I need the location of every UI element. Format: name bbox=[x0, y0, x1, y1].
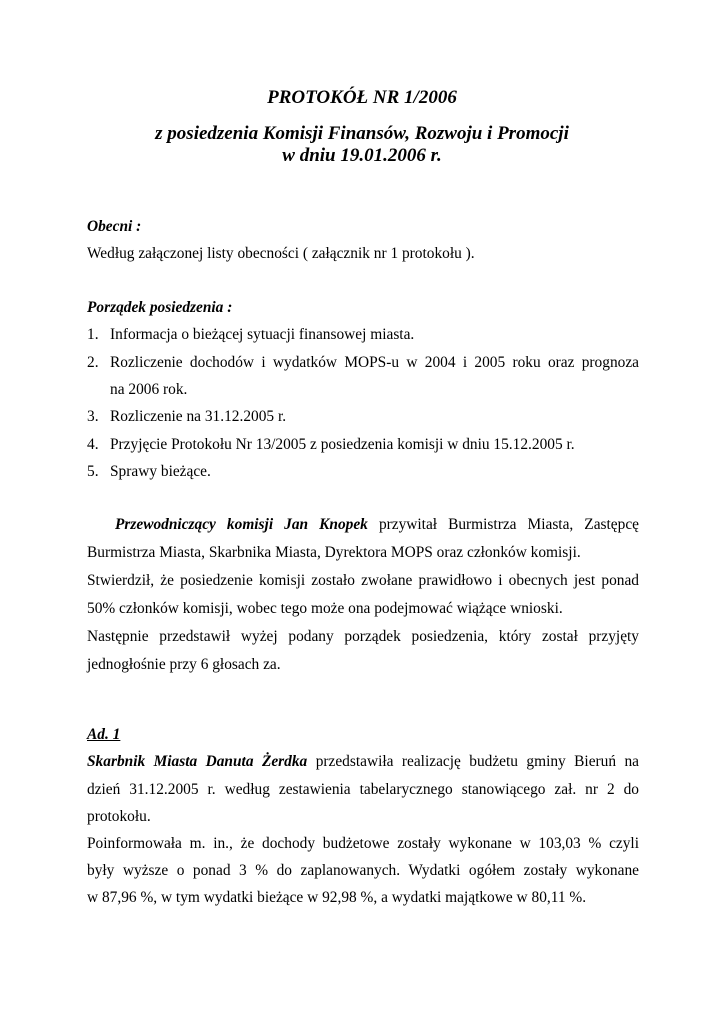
agenda-item-number: 2. bbox=[87, 354, 99, 371]
document-title: PROTOKÓŁ NR 1/2006 bbox=[267, 87, 457, 108]
ad1-paragraph-line: w 87,96 %, w tym wydatki bieżące w 92,98 %, a wydatki majątkowe w 80,11 %. bbox=[87, 889, 587, 906]
agenda-heading: Porządek posiedzenia : bbox=[87, 299, 233, 316]
ad1-paragraph-line: były wyższe o ponad 3 % do zaplanowanych. Wydatki ogółem zostały wykonane bbox=[87, 862, 639, 879]
chair-name: Przewodniczący komisji Jan Knopek bbox=[115, 516, 368, 533]
opening-paragraph-line bbox=[115, 515, 639, 535]
ad1-paragraph-line: protokołu. bbox=[87, 808, 151, 825]
obecni-text: Według załączonej listy obecności ( załącznik nr 1 protokołu ). bbox=[87, 245, 475, 262]
speaker-name: Skarbnik Miasta Danuta Żerdka bbox=[87, 753, 308, 770]
agenda-item bbox=[87, 435, 639, 455]
opening-paragraph-line: Następnie przedstawił wyżej podany porządek posiedzenia, który został przyjęty bbox=[87, 628, 639, 645]
agenda-item bbox=[87, 325, 639, 345]
document-subtitle: z posiedzenia Komisji Finansów, Rozwoju i Promocji bbox=[155, 123, 569, 144]
agenda-item-text: Rozliczenie na 31.12.2005 r. bbox=[110, 408, 287, 425]
document-date: w dniu 19.01.2006 r. bbox=[282, 145, 442, 166]
agenda-item bbox=[87, 462, 639, 482]
agenda-item-text: Rozliczenie dochodów i wydatków MOPS-u w 2004 i 2005 roku oraz prognoza bbox=[110, 354, 639, 371]
opening-paragraph-line: jednogłośnie przy 6 głosach za. bbox=[87, 656, 281, 673]
agenda-item-continuation: na 2006 rok. bbox=[110, 381, 188, 398]
agenda-item-text: Sprawy bieżące. bbox=[110, 463, 211, 480]
ad1-paragraph-line bbox=[87, 752, 639, 772]
agenda-item-text: Przyjęcie Protokołu Nr 13/2005 z posiedzenia komisji w dniu 15.12.2005 r. bbox=[110, 436, 575, 453]
ad1-paragraph-line: Poinformowała m. in., że dochody budżetowe zostały wykonane w 103,03 % czyli bbox=[87, 835, 639, 852]
agenda-item bbox=[87, 407, 639, 427]
agenda-item bbox=[87, 353, 639, 373]
agenda-item-number: 4. bbox=[87, 436, 99, 453]
opening-paragraph-line: 50% członków komisji, wobec tego może ona podejmować wiążące wnioski. bbox=[87, 600, 563, 617]
opening-paragraph-line: Burmistrza Miasta, Skarbnika Miasta, Dyrektora MOPS oraz członków komisji. bbox=[87, 544, 581, 561]
ad1-text: przedstawiła realizację budżetu gminy Bieruń na bbox=[315, 753, 639, 770]
agenda-item-number: 1. bbox=[87, 326, 99, 343]
ad1-heading: Ad. 1 bbox=[87, 726, 121, 743]
agenda-item-text: Informacja o bieżącej sytuacji finansowej miasta. bbox=[110, 326, 415, 343]
agenda-item-number: 3. bbox=[87, 408, 99, 425]
opening-text: przywitał Burmistrza Miasta, Zastępcę bbox=[378, 516, 639, 533]
opening-paragraph-line: Stwierdził, że posiedzenie komisji zostało zwołane prawidłowo i obecnych jest ponad bbox=[87, 572, 639, 589]
ad1-paragraph-line: dzień 31.12.2005 r. według zestawienia tabelarycznego stanowiącego zał. nr 2 do bbox=[87, 781, 639, 798]
agenda-item-number: 5. bbox=[87, 463, 99, 480]
obecni-heading: Obecni : bbox=[87, 218, 142, 235]
